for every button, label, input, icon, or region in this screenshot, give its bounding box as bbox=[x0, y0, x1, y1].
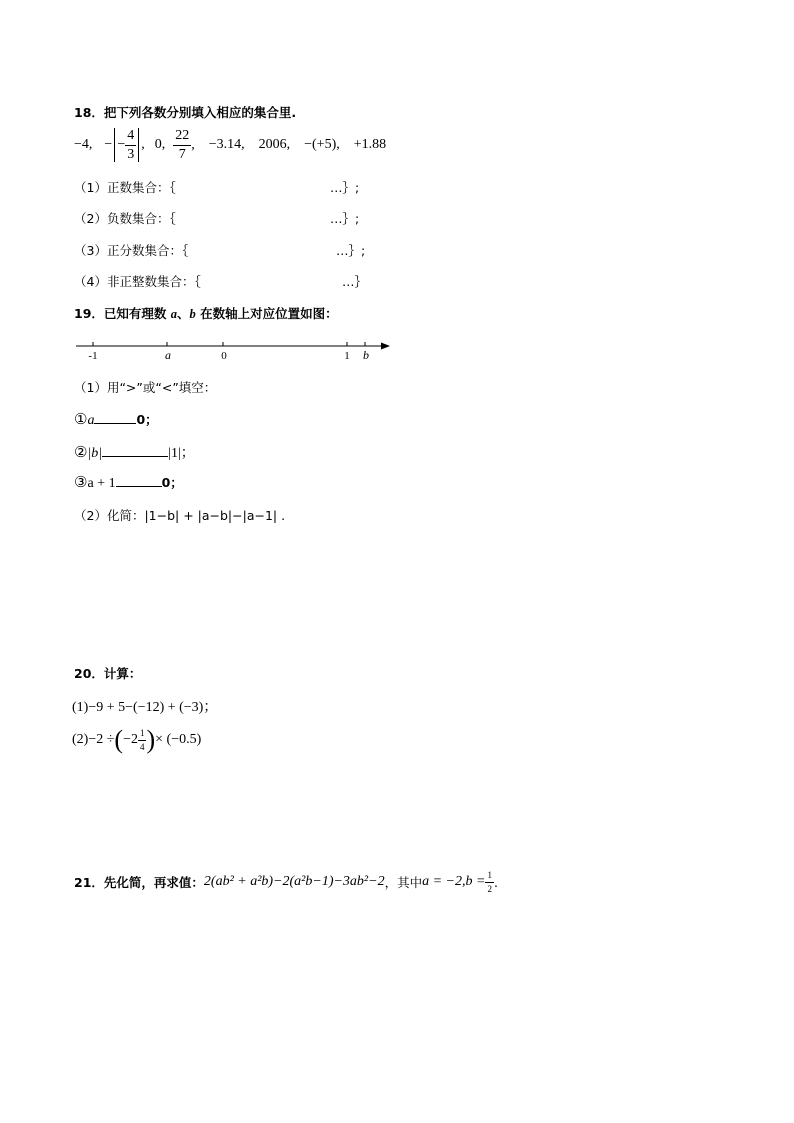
number-neg-abs-frac: − − $\frac{4}{3}$ , bbox=[104, 127, 145, 162]
q20-part2: (2)−2 ÷ ( −2 $\frac{1}{4}$ ) × (−0.5) bbox=[72, 725, 202, 754]
set-positive-label: （1）正数集合：｛ bbox=[74, 180, 176, 195]
q20-part1: (1)−9 + 5−(−12) + (−3)； bbox=[72, 700, 218, 715]
q21-expression: 2(ab² + a²b)−2(a²b−1)−3ab²−2 bbox=[203, 874, 385, 889]
number-neg4: −4, bbox=[74, 137, 93, 152]
q18-title: 18．把下列各数分别填入相应的集合里. bbox=[74, 105, 297, 120]
label-0: 0 bbox=[221, 350, 227, 362]
number-neg-pos5: −(+5), bbox=[304, 137, 340, 152]
q21-title: 21．先化简，再求值： bbox=[74, 875, 204, 890]
q19-part1: （1）用“>”或“<”填空： bbox=[74, 380, 217, 395]
q19-item2: ②|b| |1|； bbox=[74, 443, 195, 461]
axis-arrow bbox=[381, 343, 390, 350]
set-nonpositive-integer-label: （4）非正整数集合：｛ bbox=[74, 274, 201, 289]
set-negative-label: （2）负数集合：｛ bbox=[74, 211, 176, 226]
q19-part2: （2）化简：|1−b| + |a−b|−|a−1| . bbox=[74, 508, 286, 523]
q19-item1: ①a 0； bbox=[74, 410, 158, 428]
set-nonpositive-integer-end: …｝ bbox=[342, 274, 368, 289]
set-positive-end: …｝; bbox=[330, 180, 360, 195]
set-negative-end: …｝; bbox=[330, 211, 360, 226]
number-neg-3-14: −3.14, bbox=[208, 137, 245, 152]
q20-title: 20．计算： bbox=[74, 666, 142, 681]
label-a: a bbox=[165, 348, 171, 362]
q19-title: 19．已知有理数 a、b 在数轴上对应位置如图： bbox=[74, 306, 338, 321]
number-line bbox=[72, 336, 402, 366]
number-zero: 0, bbox=[154, 137, 166, 152]
number-22-7: $\frac{22}{7}$ , bbox=[175, 127, 195, 162]
label-1: 1 bbox=[344, 350, 350, 362]
q19-item3: ③a + 1 0； bbox=[74, 473, 183, 491]
set-positive-fraction-label: （3）正分数集合：｛ bbox=[74, 243, 189, 258]
label-b: b bbox=[363, 348, 369, 362]
number-pos-1-88: +1.88 bbox=[353, 137, 387, 152]
label-neg1: -1 bbox=[88, 350, 98, 362]
number-2006: 2006, bbox=[258, 137, 291, 152]
q18-numbers bbox=[74, 127, 386, 163]
q21-condition: a = −2,b = bbox=[422, 874, 486, 889]
q21-line: 21．先化简，再求值： 2(ab² + a²b)−2(a²b−1)−3ab²−2 ，其中 a = −2,b = $\frac{1}{2}$ . bbox=[74, 869, 498, 894]
set-positive-fraction-end: …｝; bbox=[336, 243, 366, 258]
